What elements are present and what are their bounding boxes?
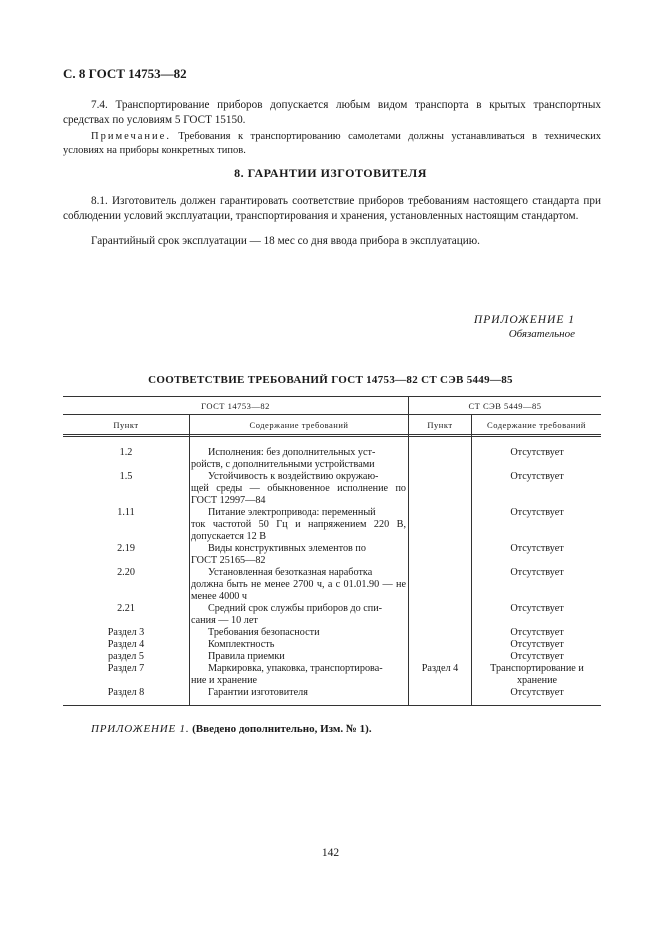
table-row-req2: Отсутствует (510, 447, 564, 458)
table-header-rule-1 (63, 434, 601, 435)
table-row-punkt: Раздел 3 (107, 627, 145, 638)
table-header-rule-2 (63, 436, 601, 437)
table-bottom-rule (63, 705, 601, 706)
table-row-req-line1: Комплектность (208, 639, 275, 650)
table-row-req-line1: Устойчивость к воздействию окружаю- (208, 471, 379, 482)
table-group-rule (63, 414, 601, 415)
appendix-footnote (91, 723, 372, 735)
correspondence-table (63, 396, 601, 706)
appendix-type: Обязательное (508, 328, 575, 340)
table-col-content: Содержание требований (249, 420, 349, 430)
table-row-req2: Отсутствует (510, 687, 564, 698)
footnote-label: ПРИЛОЖЕНИЕ 1. (91, 723, 190, 735)
table-row-punkt: Раздел 4 (107, 639, 145, 650)
section-8-title: 8. ГАРАНТИИ ИЗГОТОВИТЕЛЯ (234, 166, 427, 180)
table-row-req-line1: Правила приемки (208, 651, 285, 662)
table-row-req-rest: щей среды — обыкновенное исполнение по ГОСТ 12997—84 (191, 483, 406, 506)
table-row-req-rest: ройств, с дополнительными устройствами (191, 459, 375, 470)
table-row-req2: Отсутствует (510, 651, 564, 662)
table-row-punkt: 1.5 (119, 471, 133, 482)
table-row-req2: Транспортирование и хранение (490, 663, 584, 686)
table-row-req-line1: Средний срок службы приборов до спи- (208, 603, 383, 614)
table-row-punkt: 2.19 (117, 543, 135, 554)
table-row-req-line1: Маркировка, упаковка, транспортирова- (208, 663, 383, 674)
paragraph-7-4: 7.4. Транспортирование приборов допускается любым видом транспорта в крытых транспортных средствах по условиям 5 ГОСТ 15150. (63, 99, 601, 126)
table-row-req2: Отсутствует (510, 567, 564, 578)
table-row-req2: Отсутствует (510, 603, 564, 614)
table-row-req-line1: Установленная безотказная наработка (208, 567, 373, 578)
table-row-punkt: 2.20 (117, 567, 135, 578)
table-col-content-2: Содержание требований (487, 420, 586, 430)
table-row-punkt2: Раздел 4 (421, 663, 459, 674)
appendix-label: ПРИЛОЖЕНИЕ 1 (473, 314, 575, 326)
table-col-punkt-2: Пункт (427, 420, 453, 430)
table-row-req-line1: Питание электропривода: переменный (208, 507, 376, 518)
table-vline-3 (471, 414, 472, 706)
appendix-label-block (474, 313, 575, 341)
table-col-punkt: Пункт (113, 420, 139, 430)
note-text: Требования к транспортированию самолетами должны устанавливаться в технических условиях на приборы конкретных типов. (63, 131, 601, 156)
table-row-req-line1: Виды конструктивных элементов по (208, 543, 366, 554)
table-row-req2: Отсутствует (510, 507, 564, 518)
table-vline-1 (189, 414, 190, 706)
table-row-req-rest: сания — 10 лет (191, 615, 258, 626)
table-row-punkt: 1.11 (117, 507, 135, 518)
table-row-req2: Отсутствует (510, 639, 564, 650)
table-row-punkt: 1.2 (119, 447, 133, 458)
table-row-punkt: Раздел 7 (107, 663, 145, 674)
note-label: Примечание. (91, 131, 171, 142)
table-vline-group (408, 396, 409, 706)
page-number: 142 (321, 847, 340, 859)
table-row-punkt: Раздел 8 (107, 687, 145, 698)
table-row-req2: Отсутствует (510, 627, 564, 638)
table-row-req-rest: ние и хранение (191, 675, 258, 686)
table-row-req-line1: Исполнения: без дополнительных уст- (208, 447, 376, 458)
table-row-req2: Отсутствует (510, 471, 564, 482)
table-row-punkt: 2.21 (117, 603, 135, 614)
table-top-rule (63, 396, 601, 397)
table-row-req-rest: ГОСТ 25165—82 (191, 555, 266, 566)
table-group-header-stsev: СТ СЭВ 5449—85 (468, 401, 542, 411)
table-row-req-line1: Гарантии изготовителя (208, 687, 308, 698)
table-row-req-rest: должна быть не менее 2700 ч, а с 01.01.90 — не менее 4000 ч (191, 579, 406, 602)
note-paragraph (63, 130, 601, 158)
footnote-text: (Введено дополнительно, Изм. № 1). (189, 723, 372, 735)
paragraph-warranty-period: Гарантийный срок эксплуатации — 18 мес со дня ввода прибора в эксплуатацию. (91, 235, 480, 247)
table-row-req-rest: ток частотой 50 Гц и напряжением 220 В, допускается 12 В (191, 519, 406, 542)
table-group-header-gost: ГОСТ 14753—82 (201, 401, 270, 411)
table-row-req-line1: Требования безопасности (208, 627, 320, 638)
paragraph-8-1: 8.1. Изготовитель должен гарантировать соответствие приборов требованиям настоящего стандарта при соблюдении условий эксплуатации, транспортирования и хранения, установленных настоящим стандартом. (63, 195, 601, 222)
table-row-req2: Отсутствует (510, 543, 564, 554)
table-title: СООТВЕТСТВИЕ ТРЕБОВАНИЙ ГОСТ 14753—82 СТ СЭВ 5449—85 (148, 374, 513, 386)
table-row-punkt: раздел 5 (108, 651, 144, 662)
page-header: С. 8 ГОСТ 14753—82 (63, 66, 187, 81)
